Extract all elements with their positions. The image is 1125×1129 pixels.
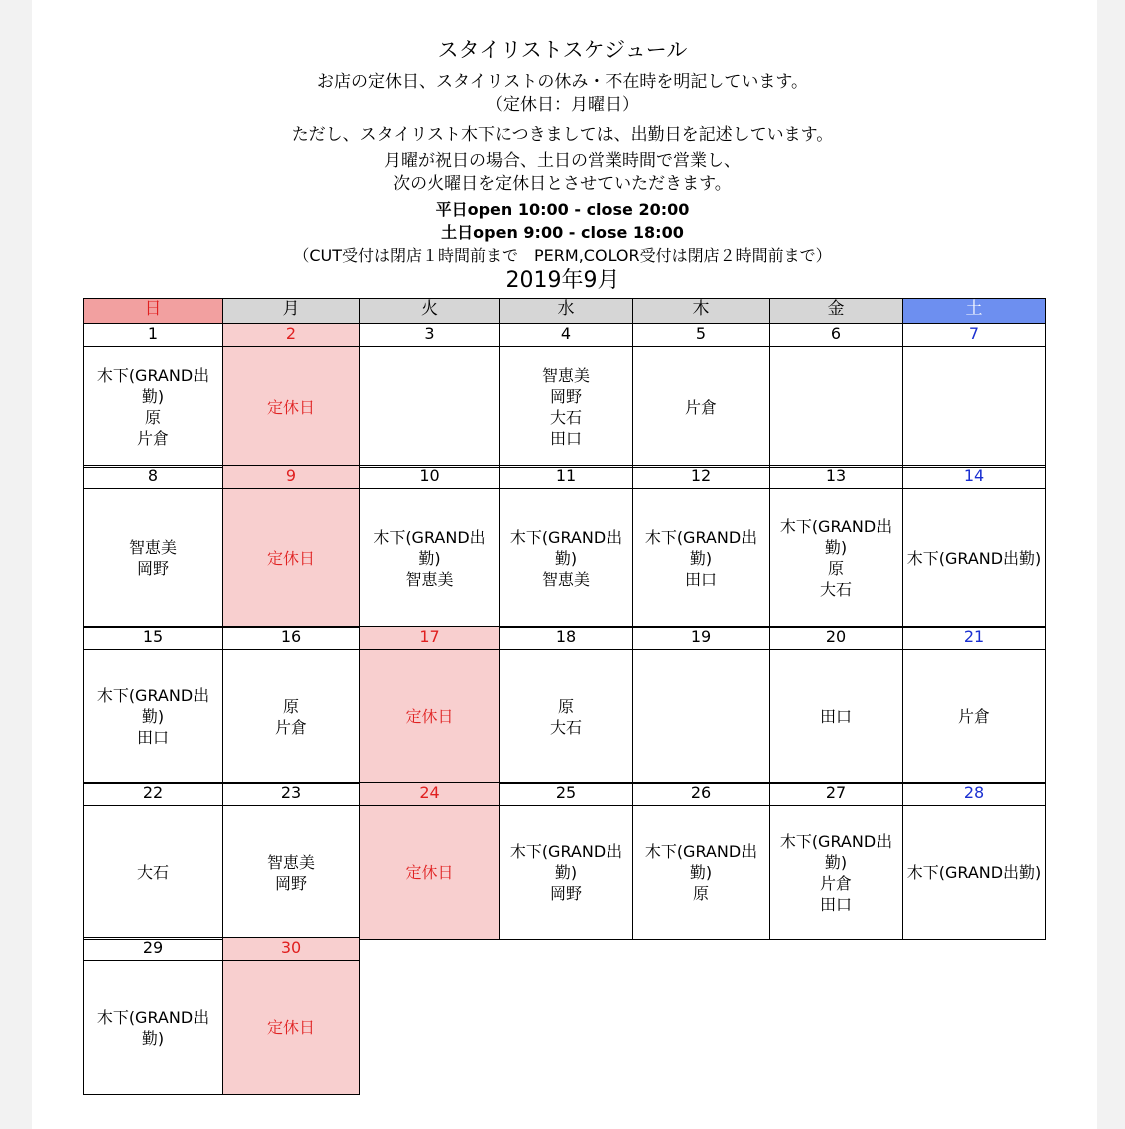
closed-day-cell — [222, 346, 360, 468]
stylist-entry: 木下(GRAND出勤) — [779, 831, 893, 872]
stylist-entry: 木下(GRAND出勤) — [96, 1007, 210, 1048]
day-cell — [632, 805, 770, 940]
stylist-entry: 大石 — [549, 408, 582, 427]
day-number: 20 — [769, 626, 903, 650]
closed-label: 定休日 — [266, 397, 315, 417]
day-cell — [83, 488, 223, 628]
day-cell — [769, 805, 903, 940]
notice-holiday-rule: 月曜が祝日の場合、土日の営業時間で営業し、 — [384, 151, 741, 171]
stylist-entry: 木下(GRAND出勤) — [906, 548, 1042, 568]
month-title: 2019年9月 — [505, 268, 620, 293]
stylist-entry: 智恵美 — [266, 852, 315, 872]
closed-label: 定休日 — [266, 548, 315, 568]
day-number: 25 — [499, 782, 633, 806]
stylist-entry: 田口 — [819, 707, 852, 726]
day-cell — [632, 488, 770, 628]
day-number: 16 — [222, 626, 360, 650]
day-cell — [499, 346, 633, 468]
day-number: 9 — [222, 465, 360, 489]
day-number: 28 — [902, 782, 1046, 806]
stylist-entry: 原 — [144, 408, 161, 427]
day-number: 8 — [83, 465, 223, 489]
day-number: 23 — [222, 782, 360, 806]
day-number: 22 — [83, 782, 223, 806]
day-number: 7 — [902, 323, 1046, 347]
day-number: 24 — [359, 782, 500, 806]
weekday-header-sat: 土 — [902, 298, 1046, 324]
day-cell — [499, 488, 633, 628]
day-number: 11 — [499, 465, 633, 489]
closed-label: 定休日 — [405, 863, 454, 882]
closed-day-cell — [222, 488, 360, 628]
stylist-entry: 原 — [692, 884, 709, 903]
day-cell — [769, 346, 903, 468]
day-cell — [902, 488, 1046, 628]
day-cell — [902, 346, 1046, 468]
day-number: 14 — [902, 465, 1046, 489]
day-cell — [83, 346, 223, 468]
stylist-entry: 田口 — [684, 569, 717, 589]
day-cell — [902, 805, 1046, 940]
weekday-header-thu: 木 — [632, 298, 770, 324]
day-number: 19 — [632, 626, 770, 650]
day-number: 4 — [499, 323, 633, 347]
stylist-entry: 田口 — [549, 429, 582, 448]
day-cell — [902, 649, 1046, 784]
day-cell — [222, 805, 360, 940]
stylist-entry: 片倉 — [819, 873, 852, 893]
day-number: 5 — [632, 323, 770, 347]
day-cell — [769, 649, 903, 784]
closed-label: 定休日 — [405, 707, 454, 726]
day-number: 29 — [83, 937, 223, 961]
stylist-entry: 木下(GRAND出勤) — [906, 863, 1042, 882]
stylist-entry: 岡野 — [549, 884, 582, 903]
day-number: 2 — [222, 323, 360, 347]
day-cell — [359, 346, 500, 468]
stylist-entry: 片倉 — [274, 717, 307, 737]
weekday-header-sun: 日 — [83, 298, 223, 324]
stylist-entry: 片倉 — [684, 397, 717, 417]
day-number: 27 — [769, 782, 903, 806]
notice-regular-holiday: （定休日：月曜日） — [486, 95, 639, 115]
day-cell — [359, 488, 500, 628]
weekday-header-wed: 水 — [499, 298, 633, 324]
reception-note: （CUT受付は閉店１時間前まで PERM,COLOR受付は閉店２時間前まで） — [293, 246, 832, 265]
stylist-entry: 木下(GRAND出勤) — [644, 527, 758, 568]
stylist-entry: 大石 — [549, 717, 582, 737]
day-cell — [632, 346, 770, 468]
page-title: スタイリストスケジュール — [437, 38, 688, 62]
hours-weekend: 土日open 9:00 - close 18:00 — [441, 223, 684, 242]
stylist-entry: 木下(GRAND出勤) — [644, 842, 758, 882]
stylist-entry: 田口 — [136, 728, 169, 747]
stylist-entry: 木下(GRAND出勤) — [509, 527, 623, 568]
day-number: 1 — [83, 323, 223, 347]
stylist-entry: 片倉 — [957, 707, 990, 726]
day-cell — [83, 805, 223, 940]
stylist-entry: 木下(GRAND出勤) — [779, 517, 893, 557]
notice-kinoshita: ただし、スタイリスト木下につきましては、出勤日を記述しています。 — [291, 125, 834, 145]
stylist-entry: 岡野 — [274, 873, 307, 893]
day-cell — [499, 649, 633, 784]
stylist-entry: 木下(GRAND出勤) — [96, 366, 210, 406]
day-number: 18 — [499, 626, 633, 650]
stylist-entry: 原 — [557, 696, 574, 716]
day-cell — [222, 649, 360, 784]
day-number: 3 — [359, 323, 500, 347]
day-number: 12 — [632, 465, 770, 489]
stylist-entry: 片倉 — [136, 429, 169, 448]
stylist-entry: 岡野 — [549, 387, 582, 406]
day-cell — [499, 805, 633, 940]
stylist-entry: 原 — [827, 559, 844, 578]
day-number: 15 — [83, 626, 223, 650]
closed-label: 定休日 — [266, 1018, 315, 1037]
stylist-entry: 木下(GRAND出勤) — [96, 686, 210, 726]
weekday-header-mon: 月 — [222, 298, 360, 324]
stylist-entry: 大石 — [819, 580, 852, 599]
closed-day-cell — [359, 805, 500, 940]
day-cell — [83, 960, 223, 1095]
day-number: 21 — [902, 626, 1046, 650]
stylist-entry: 大石 — [136, 863, 169, 882]
notice-holiday-rule-2: 次の火曜日を定休日とさせていただきます。 — [393, 174, 732, 194]
notice-closed-days: お店の定休日、スタイリストの休み・不在時を明記しています。 — [317, 72, 808, 92]
weekday-header-fri: 金 — [769, 298, 903, 324]
stylist-entry: 智恵美 — [128, 538, 177, 557]
day-cell — [632, 649, 770, 784]
closed-day-cell — [222, 960, 360, 1095]
stylist-entry: 智恵美 — [541, 366, 590, 385]
day-number: 26 — [632, 782, 770, 806]
day-number: 13 — [769, 465, 903, 489]
stylist-entry: 智恵美 — [405, 569, 454, 589]
hours-weekday: 平日open 10:00 - close 20:00 — [435, 200, 690, 219]
stylist-entry: 木下(GRAND出勤) — [373, 527, 486, 568]
day-cell — [83, 649, 223, 784]
stylist-entry: 智恵美 — [541, 569, 590, 589]
day-number: 30 — [222, 937, 360, 961]
stylist-entry: 木下(GRAND出勤) — [509, 842, 623, 882]
day-number: 10 — [359, 465, 500, 489]
closed-day-cell — [359, 649, 500, 784]
day-cell — [769, 488, 903, 628]
weekday-header-tue: 火 — [359, 298, 500, 324]
stylist-entry: 田口 — [819, 894, 852, 914]
day-number: 6 — [769, 323, 903, 347]
stylist-entry: 原 — [282, 696, 299, 716]
day-number: 17 — [359, 626, 500, 650]
stylist-entry: 岡野 — [136, 559, 169, 578]
